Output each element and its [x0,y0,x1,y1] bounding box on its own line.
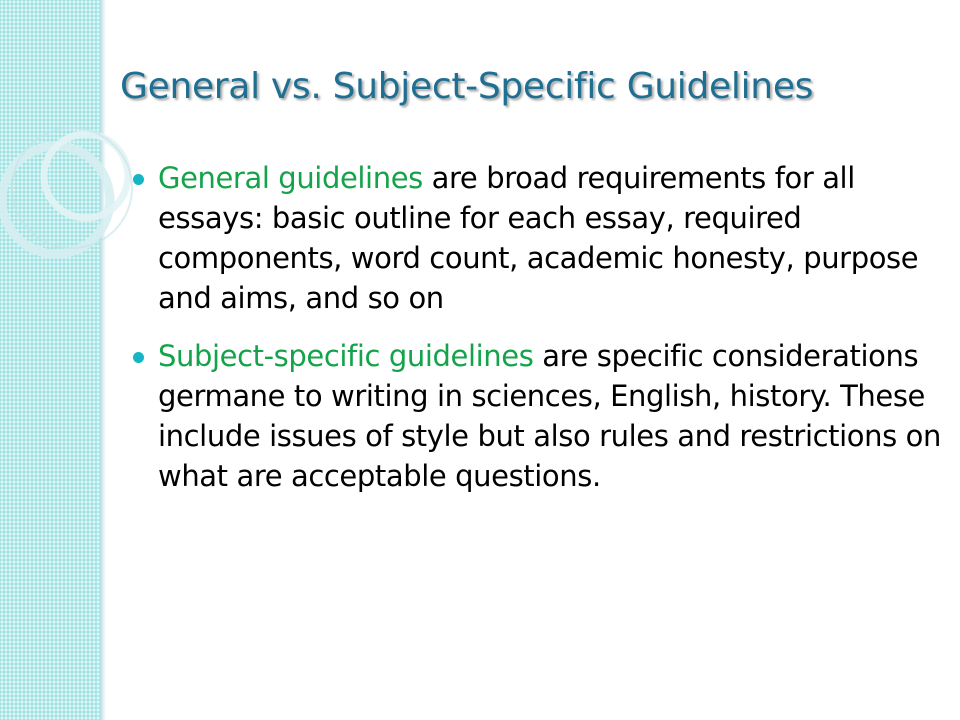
bullet-term: Subject-specific guidelines [158,339,534,373]
bullet-item-subject-specific-guidelines [158,336,948,496]
bullet-item-general-guidelines [158,158,948,318]
slide-title: General vs. Subject-Specific Guidelines [120,66,814,107]
bullet-icon [133,352,144,363]
side-band-edge [100,0,106,720]
bullet-list [158,158,948,514]
decorative-side-band [0,0,104,720]
bullet-text: are broad requirements for all essays: basic outline for each essay, required components, word count, academic honesty, purpose and aims, and so on [158,161,919,315]
bullet-text: are specific considerations germane to writing in sciences, English, history. These include issues of style but also rules and restrictions on what are acceptable questions. [158,339,941,493]
bullet-icon [133,174,144,185]
bullet-term: General guidelines [158,161,423,195]
